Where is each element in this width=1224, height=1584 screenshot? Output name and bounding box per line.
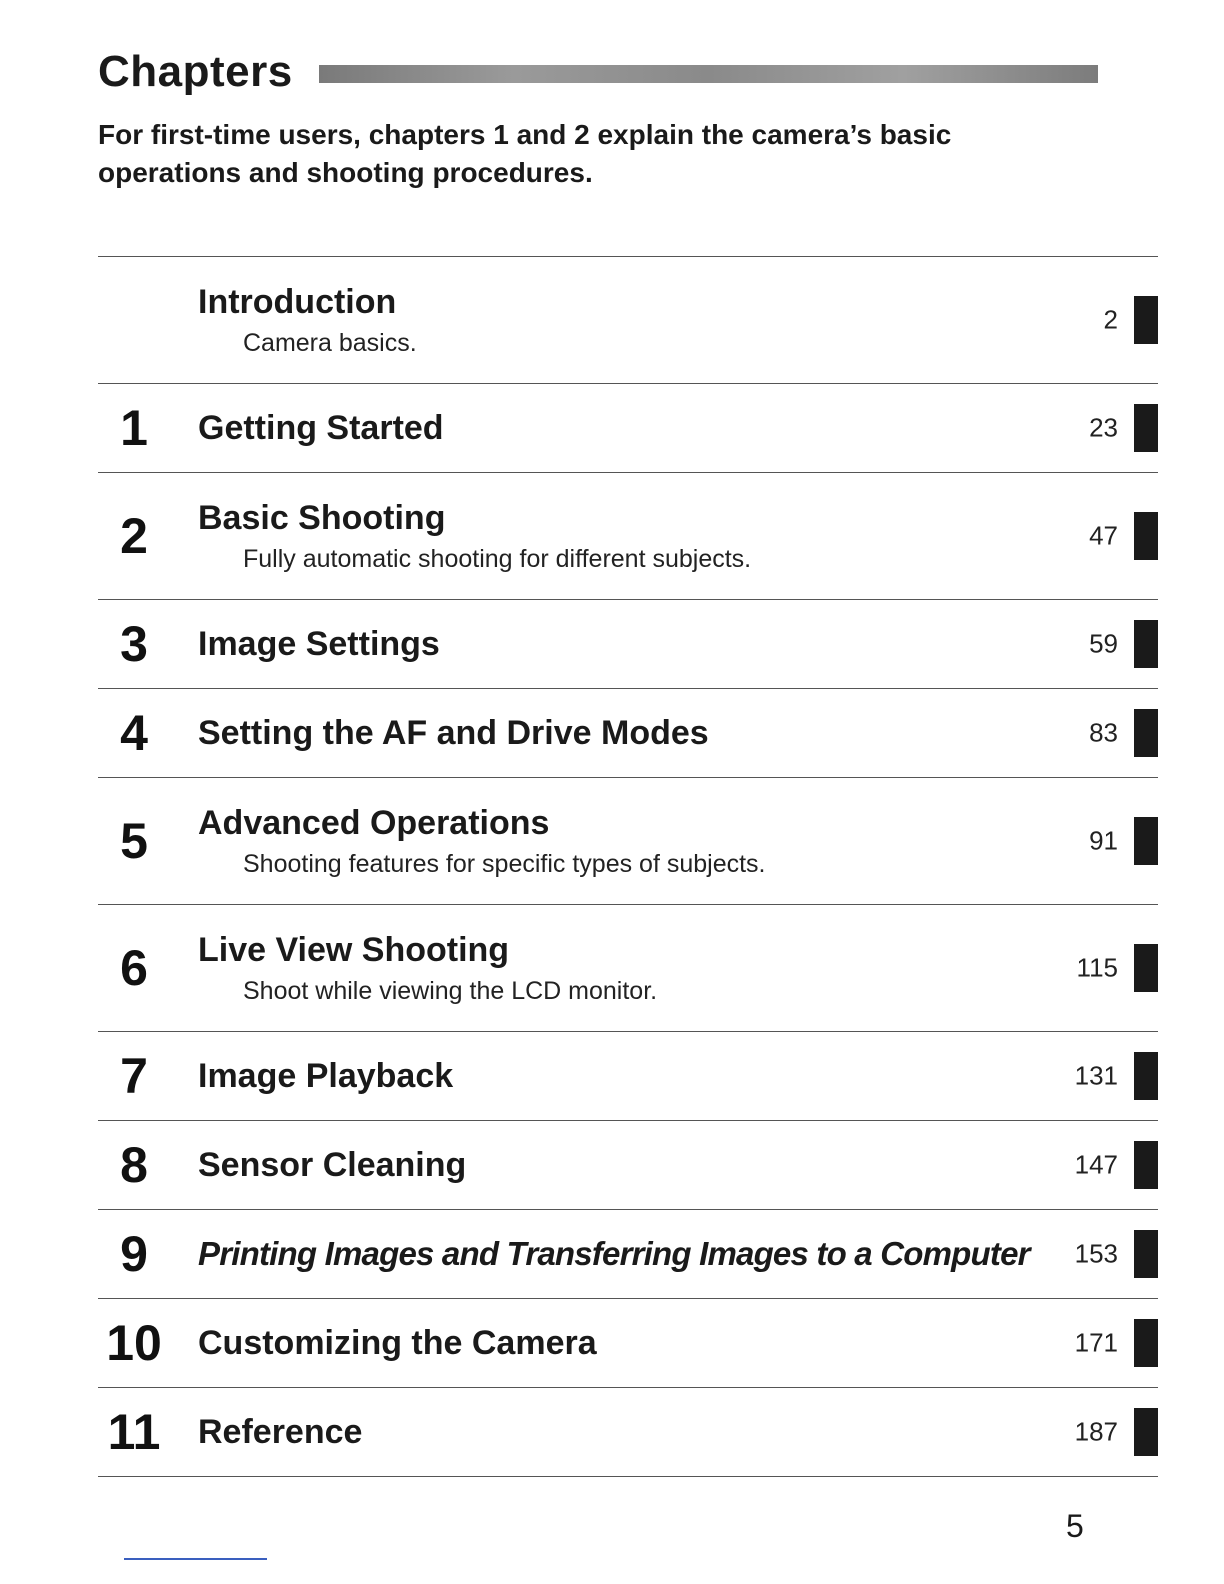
thumb-index-tab <box>1134 1319 1158 1367</box>
chapter-title[interactable]: Reference <box>198 1413 363 1451</box>
thumb-index-tab <box>1134 944 1158 992</box>
chapter-title[interactable]: Printing Images and Transferring Images to a Computer <box>198 1235 1030 1272</box>
chapter-row-10[interactable] <box>98 1299 1158 1388</box>
chapter-page-number: 91 <box>1089 825 1118 856</box>
chapter-number: 8 <box>120 1137 148 1193</box>
chapter-row-2[interactable] <box>98 473 1158 600</box>
page-heading <box>98 44 1098 100</box>
thumb-index-tab <box>1134 709 1158 757</box>
chapter-row-5[interactable] <box>98 778 1158 905</box>
thumb-index-tab <box>1134 1408 1158 1456</box>
thumb-index-tab <box>1134 1052 1158 1100</box>
chapter-title[interactable]: Image Playback <box>198 1057 454 1095</box>
chapter-page-number: 115 <box>1076 952 1118 983</box>
footer-rule <box>124 1558 267 1560</box>
chapter-number: 9 <box>120 1226 148 1282</box>
chapter-description: Shoot while viewing the LCD monitor. <box>243 977 658 1005</box>
intro-text: For first-time users, chapters 1 and 2 explain the camera’s basic operations and shooting procedures. <box>98 119 952 188</box>
title-bar <box>319 65 1098 83</box>
chapter-title[interactable]: Advanced Operations <box>198 804 550 842</box>
chapter-row-1[interactable] <box>98 384 1158 473</box>
thumb-index-tab <box>1134 296 1158 344</box>
chapter-list <box>98 256 1158 1477</box>
chapter-row-3[interactable] <box>98 600 1158 689</box>
thumb-index-tab <box>1134 1230 1158 1278</box>
chapter-title[interactable]: Getting Started <box>198 409 444 447</box>
chapter-number: 3 <box>120 616 148 672</box>
chapter-row-4[interactable] <box>98 689 1158 778</box>
chapter-page-number: 23 <box>1089 412 1118 443</box>
thumb-index-tab <box>1134 404 1158 452</box>
chapter-row-8[interactable] <box>98 1121 1158 1210</box>
chapter-page-number: 131 <box>1074 1060 1118 1091</box>
chapter-page-number: 171 <box>1074 1327 1118 1358</box>
chapter-row-introduction[interactable] <box>98 257 1158 384</box>
chapter-title[interactable]: Introduction <box>198 283 397 321</box>
chapter-title[interactable]: Basic Shooting <box>198 499 446 537</box>
chapter-title[interactable]: Customizing the Camera <box>198 1324 597 1362</box>
thumb-index-tab <box>1134 817 1158 865</box>
page-number: 5 <box>1066 1508 1084 1544</box>
chapter-row-11[interactable] <box>98 1388 1158 1477</box>
chapter-number: 2 <box>120 508 148 564</box>
chapter-title[interactable]: Setting the AF and Drive Modes <box>198 714 709 752</box>
chapter-page-number: 187 <box>1074 1416 1118 1447</box>
chapter-page-number: 147 <box>1074 1149 1118 1180</box>
chapter-number: 5 <box>120 813 148 869</box>
chapter-number: 10 <box>106 1315 162 1371</box>
chapter-title[interactable]: Image Settings <box>198 625 440 663</box>
chapter-page-number: 153 <box>1074 1238 1118 1269</box>
page-title: Chapters <box>98 47 293 96</box>
chapter-number: 1 <box>120 400 148 456</box>
chapter-number: 6 <box>120 940 148 996</box>
thumb-index-tab <box>1134 1141 1158 1189</box>
chapter-row-6[interactable] <box>98 905 1158 1032</box>
chapter-description: Camera basics. <box>243 329 417 357</box>
chapter-number: 4 <box>120 705 148 761</box>
chapter-page-number: 2 <box>1103 304 1118 335</box>
chapter-number: 7 <box>120 1048 148 1104</box>
chapter-title[interactable]: Sensor Cleaning <box>198 1146 467 1184</box>
chapter-description: Shooting features for specific types of subjects. <box>243 850 766 878</box>
chapter-row-7[interactable] <box>98 1032 1158 1121</box>
chapter-page-number: 59 <box>1089 628 1118 659</box>
chapter-description: Fully automatic shooting for different subjects. <box>243 545 752 573</box>
chapter-page-number: 83 <box>1089 717 1118 748</box>
chapter-title[interactable]: Live View Shooting <box>198 931 510 969</box>
chapter-number: 11 <box>107 1404 161 1460</box>
chapter-page-number: 47 <box>1089 520 1118 551</box>
chapter-row-9[interactable] <box>98 1210 1158 1299</box>
thumb-index-tab <box>1134 512 1158 560</box>
thumb-index-tab <box>1134 620 1158 668</box>
